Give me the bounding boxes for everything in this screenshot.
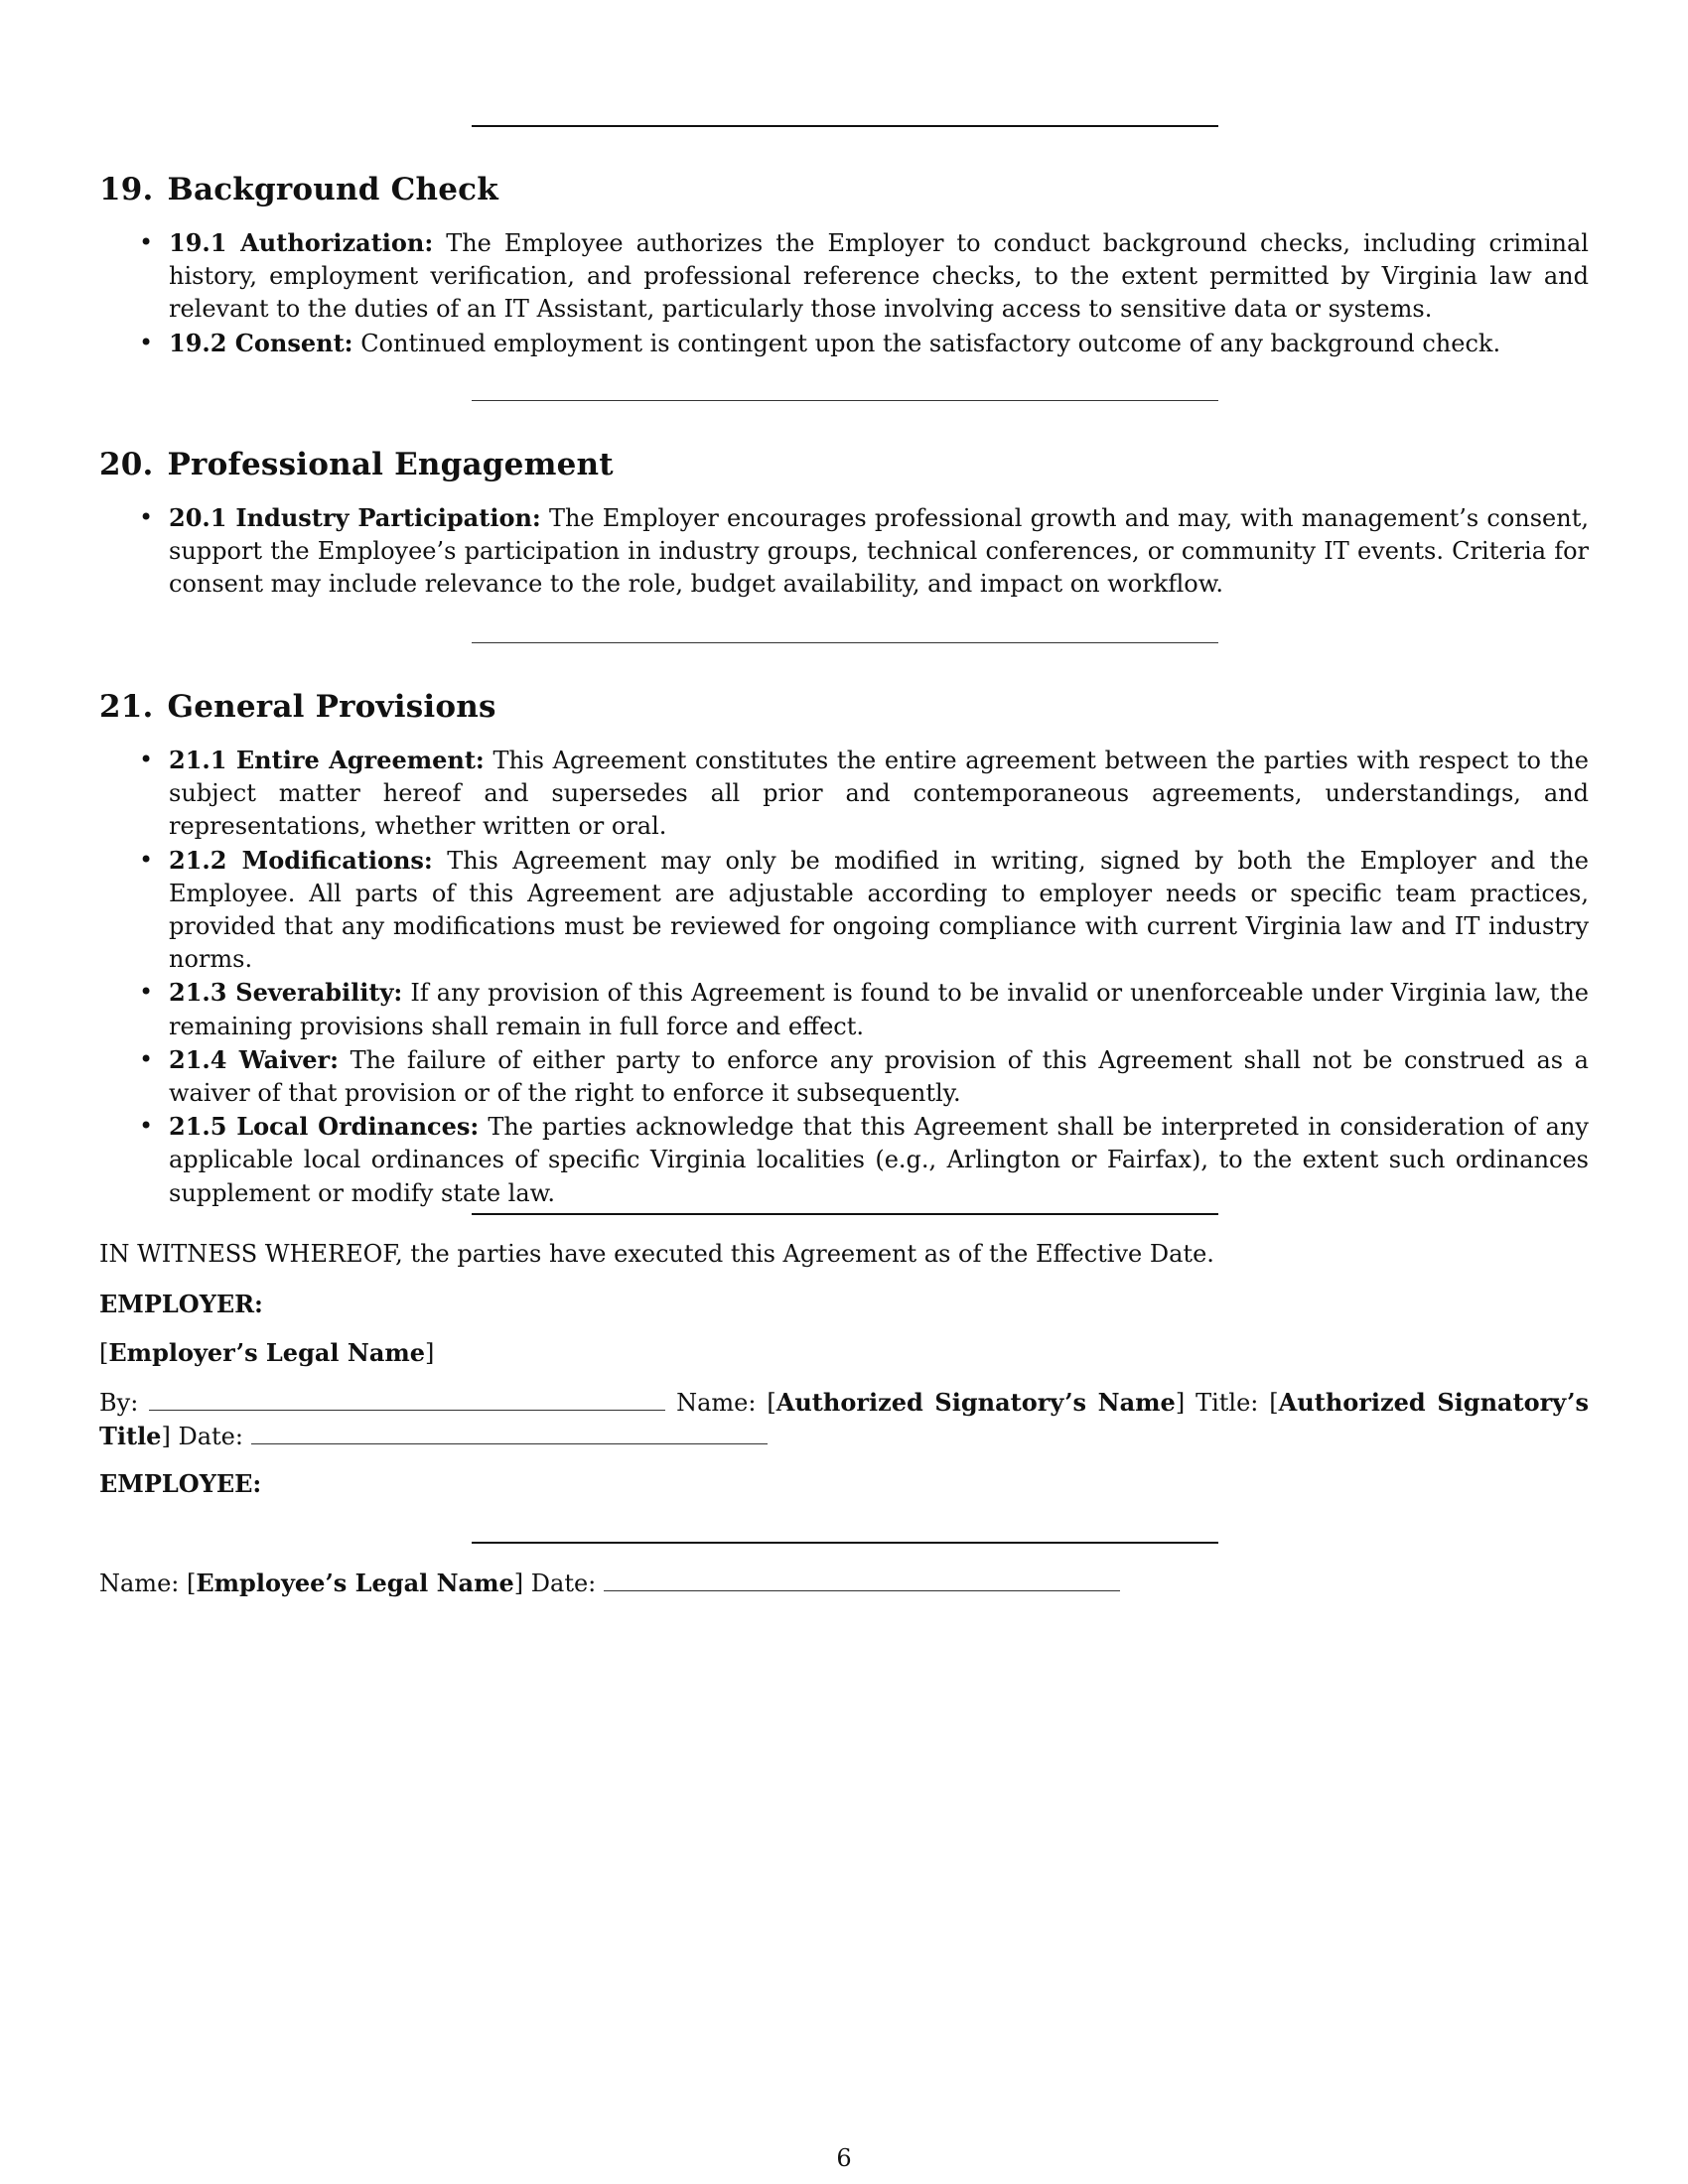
clause-label: 19.1 Authorization: bbox=[169, 228, 434, 257]
by-label: By: bbox=[99, 1389, 139, 1417]
clause-label: 21.4 Waiver: bbox=[169, 1044, 340, 1074]
employer-signature-line: By: Name: [Authorized Signatory’s Name] Title: [Authorized Signatory’s Title] Date: bbox=[99, 1388, 1589, 1450]
document-page bbox=[99, 0, 1589, 2184]
clause-label: 21.5 Local Ordinances: bbox=[169, 1112, 480, 1142]
clause-text: If any provision of this Agreement is found to be invalid or unenforceable under Virginia law, the remaining provisions shall remain in full force and effect. bbox=[169, 979, 1589, 1040]
title-label: Title: bbox=[1196, 1389, 1259, 1417]
employer-name-line: [Employer’s Legal Name] bbox=[99, 1338, 435, 1367]
list-item bbox=[99, 1043, 1589, 1110]
section-19-list bbox=[99, 226, 1589, 360]
employee-heading: EMPLOYEE: bbox=[99, 1469, 262, 1498]
clause-text: Continued employment is contingent upon the satisfactory outcome of any background check. bbox=[360, 329, 1501, 357]
list-item bbox=[99, 226, 1589, 327]
list-item bbox=[99, 844, 1589, 977]
bullet-icon: • bbox=[139, 845, 154, 874]
employee-name-placeholder: Employee’s Legal Name bbox=[196, 1569, 514, 1597]
signatory-name-placeholder: Authorized Signatory’s Name bbox=[775, 1388, 1176, 1417]
date-label: Date: bbox=[178, 1423, 243, 1450]
bullet-icon: • bbox=[139, 328, 154, 356]
list-item bbox=[99, 327, 1589, 360]
section-heading-21 bbox=[99, 689, 496, 725]
clause-text: The Employer encourages professional growth and may, with management’s consent, support the Employee’s participation in industry groups, technical conferences, or community IT events. Criteria for consent may include relevance to the role, budget availability, and impact on workflow. bbox=[169, 504, 1589, 599]
date-line[interactable] bbox=[251, 1422, 768, 1444]
horizontal-rule bbox=[472, 400, 1218, 401]
bullet-icon: • bbox=[139, 746, 154, 773]
employer-heading: EMPLOYER: bbox=[99, 1290, 263, 1318]
clause-label: 20.1 Industry Participation: bbox=[169, 503, 541, 532]
section-heading-20 bbox=[99, 447, 614, 482]
clause-label: 19.2 Consent: bbox=[169, 328, 353, 357]
name-label: Name: bbox=[99, 1570, 180, 1597]
signatory-title-placeholder: Authorized Signatory’s Title bbox=[99, 1388, 1589, 1450]
horizontal-rule bbox=[472, 1542, 1218, 1544]
horizontal-rule bbox=[472, 1213, 1218, 1215]
section-20-list bbox=[99, 501, 1589, 602]
section-title: Professional Engagement bbox=[167, 447, 614, 482]
list-item bbox=[99, 744, 1589, 844]
date-label: Date: bbox=[530, 1570, 597, 1597]
bullet-icon: • bbox=[139, 1044, 154, 1073]
bullet-icon: • bbox=[139, 228, 154, 256]
bullet-icon: • bbox=[139, 978, 154, 1007]
list-item bbox=[99, 1110, 1589, 1210]
clause-text: The Employee authorizes the Employer to conduct background checks, including criminal history, employment verification, and professional reference checks, to the extent permitted by Virginia law and relevant to the duties of an IT Assistant, particularly those involving access to sensitive data or systems. bbox=[169, 229, 1589, 324]
page-number: 6 bbox=[836, 2144, 852, 2172]
clause-label: 21.2 Modifications: bbox=[169, 845, 433, 875]
signature-line[interactable] bbox=[149, 1388, 665, 1411]
name-label: Name: bbox=[676, 1389, 757, 1417]
list-item bbox=[99, 501, 1589, 602]
bullet-icon: • bbox=[139, 1112, 154, 1141]
employee-signature-line: Name: [Employee’s Legal Name] Date: bbox=[99, 1567, 1589, 1600]
clause-text: The failure of either party to enforce any provision of this Agreement shall not be construed as a waiver of that provision or of the right to enforce it subsequently. bbox=[169, 1045, 1589, 1108]
witness-statement: IN WITNESS WHEREOF, the parties have executed this Agreement as of the Effective Date. bbox=[99, 1240, 1214, 1268]
section-title: General Provisions bbox=[167, 689, 496, 725]
section-title: Background Check bbox=[167, 172, 498, 207]
clause-label: 21.3 Severability: bbox=[169, 978, 403, 1008]
bullet-icon: • bbox=[139, 503, 154, 531]
section-number: 19. bbox=[99, 172, 154, 207]
horizontal-rule bbox=[472, 642, 1218, 643]
date-line[interactable] bbox=[604, 1569, 1120, 1591]
section-heading-19 bbox=[99, 172, 498, 207]
horizontal-rule bbox=[472, 125, 1218, 127]
clause-text: The parties acknowledge that this Agreement shall be interpreted in consideration of any applicable local ordinances of specific Virginia localities (e.g., Arlington or Fairfax), to the extent such ordinances supplement or modify state law. bbox=[169, 1113, 1589, 1207]
section-21-list bbox=[99, 744, 1589, 1210]
employer-name-placeholder: Employer’s Legal Name bbox=[108, 1338, 426, 1367]
section-number: 21. bbox=[99, 689, 154, 725]
list-item bbox=[99, 976, 1589, 1042]
clause-text: This Agreement constitutes the entire agreement between the parties with respect to the subject matter hereof and supersedes all prior and contemporaneous agreements, understandings, and representations, whether written or oral. bbox=[169, 747, 1589, 841]
section-number: 20. bbox=[99, 447, 154, 482]
clause-text: This Agreement may only be modified in writing, signed by both the Employer and the Employee. All parts of this Agreement are adjustable according to employer needs or specific team practices, provided that any modifications must be reviewed for ongoing compliance with current Virginia law and IT industry norms. bbox=[169, 846, 1589, 974]
clause-label: 21.1 Entire Agreement: bbox=[169, 746, 485, 774]
